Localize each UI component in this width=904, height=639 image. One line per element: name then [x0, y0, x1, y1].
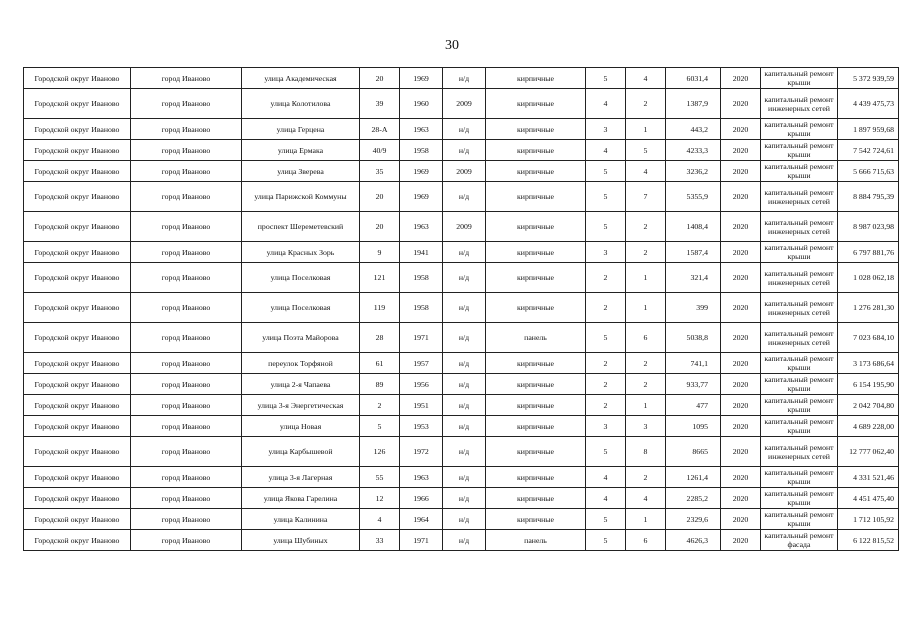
table-row — [24, 182, 899, 212]
cell-wall-material: кирпичные — [486, 353, 586, 374]
cell-house-number: 35 — [360, 161, 400, 182]
cell-floors: 3 — [586, 119, 626, 140]
cell-street: улица Новая — [242, 416, 360, 437]
cell-work-type: капитальный ремонт крыши — [761, 68, 838, 89]
cell-wall-material: кирпичные — [486, 140, 586, 161]
cell-cost: 4 689 228,00 — [838, 416, 899, 437]
cell-build-year: 1941 — [400, 242, 443, 263]
cell-floors: 5 — [586, 212, 626, 242]
cell-municipality: Городской округ Иваново — [24, 509, 131, 530]
cell-work-type: капитальный ремонт инженерных сетей — [761, 182, 838, 212]
cell-house-number: 2 — [360, 395, 400, 416]
cell-wall-material: кирпичные — [486, 293, 586, 323]
cell-plan-year: 2020 — [721, 242, 761, 263]
cell-settlement: город Иваново — [131, 263, 242, 293]
cell-work-type: капитальный ремонт крыши — [761, 509, 838, 530]
cell-wall-material: кирпичные — [486, 182, 586, 212]
cell-last-repair-year: н/д — [443, 437, 486, 467]
cell-street: улица Шубиных — [242, 530, 360, 551]
cell-street: улица Красных Зорь — [242, 242, 360, 263]
cell-wall-material: кирпичные — [486, 212, 586, 242]
cell-house-number: 121 — [360, 263, 400, 293]
cell-settlement: город Иваново — [131, 509, 242, 530]
cell-last-repair-year: н/д — [443, 68, 486, 89]
cell-build-year: 1971 — [400, 530, 443, 551]
cell-municipality: Городской округ Иваново — [24, 293, 131, 323]
cell-entrances: 4 — [626, 68, 666, 89]
cell-area: 4626,3 — [666, 530, 721, 551]
cell-plan-year: 2020 — [721, 161, 761, 182]
cell-last-repair-year: н/д — [443, 509, 486, 530]
cell-cost: 4 439 475,73 — [838, 89, 899, 119]
cell-house-number: 12 — [360, 488, 400, 509]
table-row — [24, 242, 899, 263]
cell-work-type: капитальный ремонт инженерных сетей — [761, 212, 838, 242]
cell-area: 933,77 — [666, 374, 721, 395]
cell-build-year: 1969 — [400, 182, 443, 212]
cell-settlement: город Иваново — [131, 89, 242, 119]
cell-cost: 5 372 939,59 — [838, 68, 899, 89]
cell-wall-material: кирпичные — [486, 416, 586, 437]
cell-cost: 1 712 105,92 — [838, 509, 899, 530]
table-row — [24, 488, 899, 509]
cell-plan-year: 2020 — [721, 488, 761, 509]
cell-settlement: город Иваново — [131, 212, 242, 242]
cell-settlement: город Иваново — [131, 467, 242, 488]
table-row — [24, 323, 899, 353]
cell-last-repair-year: н/д — [443, 530, 486, 551]
table-row — [24, 89, 899, 119]
cell-house-number: 39 — [360, 89, 400, 119]
cell-street: улица 2-я Чапаева — [242, 374, 360, 395]
cell-municipality: Городской округ Иваново — [24, 374, 131, 395]
cell-build-year: 1957 — [400, 353, 443, 374]
cell-settlement: город Иваново — [131, 416, 242, 437]
cell-area: 2329,6 — [666, 509, 721, 530]
cell-build-year: 1972 — [400, 437, 443, 467]
cell-wall-material: кирпичные — [486, 509, 586, 530]
cell-street: улица 3-я Лагерная — [242, 467, 360, 488]
cell-house-number: 5 — [360, 416, 400, 437]
cell-settlement: город Иваново — [131, 437, 242, 467]
cell-floors: 4 — [586, 140, 626, 161]
cell-wall-material: кирпичные — [486, 119, 586, 140]
table-row — [24, 68, 899, 89]
cell-street: проспект Шереметевский — [242, 212, 360, 242]
cell-work-type: капитальный ремонт крыши — [761, 119, 838, 140]
cell-municipality: Городской округ Иваново — [24, 437, 131, 467]
cell-plan-year: 2020 — [721, 509, 761, 530]
cell-entrances: 2 — [626, 242, 666, 263]
table-row — [24, 509, 899, 530]
cell-street: улица Карбышевой — [242, 437, 360, 467]
cell-cost: 5 666 715,63 — [838, 161, 899, 182]
cell-last-repair-year: н/д — [443, 488, 486, 509]
cell-plan-year: 2020 — [721, 140, 761, 161]
cell-entrances: 2 — [626, 89, 666, 119]
cell-build-year: 1966 — [400, 488, 443, 509]
table-row — [24, 374, 899, 395]
cell-entrances: 1 — [626, 263, 666, 293]
cell-plan-year: 2020 — [721, 293, 761, 323]
cell-work-type: капитальный ремонт крыши — [761, 488, 838, 509]
cell-municipality: Городской округ Иваново — [24, 353, 131, 374]
cell-cost: 7 542 724,61 — [838, 140, 899, 161]
cell-area: 741,1 — [666, 353, 721, 374]
page-number: 30 — [445, 38, 459, 53]
cell-wall-material: кирпичные — [486, 467, 586, 488]
cell-wall-material: панель — [486, 323, 586, 353]
cell-settlement: город Иваново — [131, 323, 242, 353]
cell-municipality: Городской округ Иваново — [24, 488, 131, 509]
cell-settlement: город Иваново — [131, 293, 242, 323]
cell-entrances: 7 — [626, 182, 666, 212]
cell-entrances: 3 — [626, 416, 666, 437]
table-row — [24, 263, 899, 293]
cell-area: 1387,9 — [666, 89, 721, 119]
table-row — [24, 530, 899, 551]
cell-settlement: город Иваново — [131, 161, 242, 182]
cell-settlement: город Иваново — [131, 140, 242, 161]
cell-cost: 4 451 475,40 — [838, 488, 899, 509]
cell-work-type: капитальный ремонт инженерных сетей — [761, 263, 838, 293]
housing-repair-table — [23, 67, 899, 551]
cell-street: улица Поселковая — [242, 263, 360, 293]
cell-entrances: 2 — [626, 353, 666, 374]
cell-last-repair-year: н/д — [443, 416, 486, 437]
cell-last-repair-year: н/д — [443, 323, 486, 353]
cell-plan-year: 2020 — [721, 323, 761, 353]
cell-area: 443,2 — [666, 119, 721, 140]
cell-build-year: 1969 — [400, 161, 443, 182]
cell-street: улица Академическая — [242, 68, 360, 89]
cell-entrances: 1 — [626, 119, 666, 140]
cell-house-number: 89 — [360, 374, 400, 395]
cell-cost: 1 276 281,30 — [838, 293, 899, 323]
cell-municipality: Городской округ Иваново — [24, 467, 131, 488]
cell-floors: 5 — [586, 323, 626, 353]
cell-street: улица 3-я Энергетическая — [242, 395, 360, 416]
cell-cost: 12 777 062,40 — [838, 437, 899, 467]
cell-cost: 3 173 686,64 — [838, 353, 899, 374]
cell-plan-year: 2020 — [721, 212, 761, 242]
cell-entrances: 2 — [626, 374, 666, 395]
cell-municipality: Городской округ Иваново — [24, 212, 131, 242]
cell-house-number: 61 — [360, 353, 400, 374]
cell-area: 2285,2 — [666, 488, 721, 509]
cell-plan-year: 2020 — [721, 263, 761, 293]
table-row — [24, 395, 899, 416]
cell-municipality: Городской округ Иваново — [24, 89, 131, 119]
cell-entrances: 4 — [626, 161, 666, 182]
cell-plan-year: 2020 — [721, 437, 761, 467]
cell-settlement: город Иваново — [131, 119, 242, 140]
cell-house-number: 55 — [360, 467, 400, 488]
cell-floors: 3 — [586, 242, 626, 263]
cell-cost: 6 154 195,90 — [838, 374, 899, 395]
cell-work-type: капитальный ремонт крыши — [761, 161, 838, 182]
cell-entrances: 8 — [626, 437, 666, 467]
cell-wall-material: кирпичные — [486, 161, 586, 182]
cell-work-type: капитальный ремонт крыши — [761, 353, 838, 374]
cell-cost: 7 023 684,10 — [838, 323, 899, 353]
cell-entrances: 1 — [626, 395, 666, 416]
cell-build-year: 1956 — [400, 374, 443, 395]
cell-floors: 2 — [586, 263, 626, 293]
cell-plan-year: 2020 — [721, 530, 761, 551]
cell-floors: 4 — [586, 488, 626, 509]
table-body — [24, 68, 899, 551]
cell-municipality: Городской округ Иваново — [24, 395, 131, 416]
cell-house-number: 9 — [360, 242, 400, 263]
cell-plan-year: 2020 — [721, 89, 761, 119]
cell-build-year: 1958 — [400, 263, 443, 293]
cell-build-year: 1958 — [400, 293, 443, 323]
cell-municipality: Городской округ Иваново — [24, 263, 131, 293]
cell-house-number: 33 — [360, 530, 400, 551]
cell-floors: 2 — [586, 293, 626, 323]
cell-house-number: 40/9 — [360, 140, 400, 161]
cell-wall-material: кирпичные — [486, 395, 586, 416]
cell-settlement: город Иваново — [131, 374, 242, 395]
cell-area: 399 — [666, 293, 721, 323]
cell-plan-year: 2020 — [721, 374, 761, 395]
cell-last-repair-year: н/д — [443, 395, 486, 416]
cell-house-number: 20 — [360, 212, 400, 242]
cell-street: улица Поэта Майорова — [242, 323, 360, 353]
cell-entrances: 1 — [626, 509, 666, 530]
table-row — [24, 161, 899, 182]
cell-street: улица Герцена — [242, 119, 360, 140]
cell-settlement: город Иваново — [131, 530, 242, 551]
cell-house-number: 28-А — [360, 119, 400, 140]
cell-last-repair-year: н/д — [443, 467, 486, 488]
cell-work-type: капитальный ремонт крыши — [761, 467, 838, 488]
cell-area: 1095 — [666, 416, 721, 437]
cell-entrances: 2 — [626, 467, 666, 488]
cell-floors: 5 — [586, 509, 626, 530]
cell-entrances: 6 — [626, 323, 666, 353]
cell-wall-material: кирпичные — [486, 437, 586, 467]
cell-municipality: Городской округ Иваново — [24, 68, 131, 89]
cell-last-repair-year: 2009 — [443, 212, 486, 242]
cell-house-number: 20 — [360, 68, 400, 89]
cell-wall-material: кирпичные — [486, 68, 586, 89]
cell-plan-year: 2020 — [721, 68, 761, 89]
cell-municipality: Городской округ Иваново — [24, 161, 131, 182]
cell-build-year: 1951 — [400, 395, 443, 416]
cell-build-year: 1963 — [400, 467, 443, 488]
cell-last-repair-year: н/д — [443, 353, 486, 374]
cell-area: 6031,4 — [666, 68, 721, 89]
table-row — [24, 212, 899, 242]
cell-work-type: капитальный ремонт фасада — [761, 530, 838, 551]
cell-entrances: 4 — [626, 488, 666, 509]
cell-settlement: город Иваново — [131, 68, 242, 89]
cell-street: улица Якова Гарелина — [242, 488, 360, 509]
cell-build-year: 1953 — [400, 416, 443, 437]
cell-area: 1261,4 — [666, 467, 721, 488]
cell-build-year: 1971 — [400, 323, 443, 353]
cell-cost: 6 797 881,76 — [838, 242, 899, 263]
cell-street: переулок Торфяной — [242, 353, 360, 374]
cell-area: 5038,8 — [666, 323, 721, 353]
cell-work-type: капитальный ремонт инженерных сетей — [761, 89, 838, 119]
cell-street: улица Колотилова — [242, 89, 360, 119]
cell-area: 4233,3 — [666, 140, 721, 161]
cell-wall-material: кирпичные — [486, 263, 586, 293]
cell-build-year: 1963 — [400, 212, 443, 242]
cell-build-year: 1958 — [400, 140, 443, 161]
cell-house-number: 20 — [360, 182, 400, 212]
cell-work-type: капитальный ремонт крыши — [761, 416, 838, 437]
cell-house-number: 28 — [360, 323, 400, 353]
cell-work-type: капитальный ремонт инженерных сетей — [761, 323, 838, 353]
cell-cost: 2 042 704,80 — [838, 395, 899, 416]
cell-floors: 5 — [586, 182, 626, 212]
cell-build-year: 1969 — [400, 68, 443, 89]
cell-municipality: Городской округ Иваново — [24, 119, 131, 140]
cell-floors: 5 — [586, 530, 626, 551]
cell-municipality: Городской округ Иваново — [24, 182, 131, 212]
cell-floors: 3 — [586, 416, 626, 437]
cell-floors: 4 — [586, 467, 626, 488]
cell-house-number: 119 — [360, 293, 400, 323]
cell-work-type: капитальный ремонт инженерных сетей — [761, 437, 838, 467]
cell-plan-year: 2020 — [721, 353, 761, 374]
cell-wall-material: панель — [486, 530, 586, 551]
cell-area: 5355,9 — [666, 182, 721, 212]
cell-cost: 1 028 062,18 — [838, 263, 899, 293]
table-row — [24, 119, 899, 140]
table-row — [24, 293, 899, 323]
cell-area: 321,4 — [666, 263, 721, 293]
cell-area: 477 — [666, 395, 721, 416]
cell-street: улица Калинина — [242, 509, 360, 530]
cell-cost: 1 897 959,68 — [838, 119, 899, 140]
cell-work-type: капитальный ремонт крыши — [761, 395, 838, 416]
cell-last-repair-year: н/д — [443, 374, 486, 395]
cell-street: улица Ермака — [242, 140, 360, 161]
cell-wall-material: кирпичные — [486, 242, 586, 263]
cell-cost: 6 122 815,52 — [838, 530, 899, 551]
cell-entrances: 1 — [626, 293, 666, 323]
cell-floors: 5 — [586, 68, 626, 89]
cell-last-repair-year: н/д — [443, 140, 486, 161]
cell-plan-year: 2020 — [721, 416, 761, 437]
cell-plan-year: 2020 — [721, 395, 761, 416]
cell-municipality: Городской округ Иваново — [24, 242, 131, 263]
cell-area: 3236,2 — [666, 161, 721, 182]
cell-floors: 4 — [586, 89, 626, 119]
cell-settlement: город Иваново — [131, 488, 242, 509]
cell-floors: 5 — [586, 437, 626, 467]
cell-settlement: город Иваново — [131, 353, 242, 374]
cell-municipality: Городской округ Иваново — [24, 416, 131, 437]
cell-entrances: 6 — [626, 530, 666, 551]
cell-municipality: Городской округ Иваново — [24, 530, 131, 551]
cell-wall-material: кирпичные — [486, 488, 586, 509]
cell-area: 1408,4 — [666, 212, 721, 242]
cell-last-repair-year: н/д — [443, 263, 486, 293]
cell-floors: 2 — [586, 353, 626, 374]
cell-last-repair-year: н/д — [443, 119, 486, 140]
table-row — [24, 353, 899, 374]
cell-entrances: 5 — [626, 140, 666, 161]
cell-wall-material: кирпичные — [486, 89, 586, 119]
cell-street: улица Парижской Коммуны — [242, 182, 360, 212]
cell-work-type: капитальный ремонт крыши — [761, 374, 838, 395]
cell-street: улица Зверева — [242, 161, 360, 182]
cell-last-repair-year: 2009 — [443, 161, 486, 182]
table-row — [24, 140, 899, 161]
cell-settlement: город Иваново — [131, 242, 242, 263]
cell-area: 1587,4 — [666, 242, 721, 263]
cell-cost: 8 987 023,98 — [838, 212, 899, 242]
cell-municipality: Городской округ Иваново — [24, 323, 131, 353]
cell-entrances: 2 — [626, 212, 666, 242]
cell-area: 8665 — [666, 437, 721, 467]
cell-plan-year: 2020 — [721, 467, 761, 488]
cell-build-year: 1963 — [400, 119, 443, 140]
cell-floors: 2 — [586, 395, 626, 416]
cell-cost: 4 331 521,46 — [838, 467, 899, 488]
cell-work-type: капитальный ремонт инженерных сетей — [761, 293, 838, 323]
cell-municipality: Городской округ Иваново — [24, 140, 131, 161]
cell-house-number: 4 — [360, 509, 400, 530]
cell-build-year: 1960 — [400, 89, 443, 119]
cell-floors: 5 — [586, 161, 626, 182]
cell-work-type: капитальный ремонт крыши — [761, 242, 838, 263]
cell-last-repair-year: н/д — [443, 182, 486, 212]
cell-last-repair-year: 2009 — [443, 89, 486, 119]
cell-last-repair-year: н/д — [443, 242, 486, 263]
cell-settlement: город Иваново — [131, 182, 242, 212]
cell-wall-material: кирпичные — [486, 374, 586, 395]
table-row — [24, 416, 899, 437]
cell-floors: 2 — [586, 374, 626, 395]
cell-plan-year: 2020 — [721, 119, 761, 140]
cell-house-number: 126 — [360, 437, 400, 467]
table-row — [24, 467, 899, 488]
cell-cost: 8 884 795,39 — [838, 182, 899, 212]
table-row — [24, 437, 899, 467]
cell-plan-year: 2020 — [721, 182, 761, 212]
cell-last-repair-year: н/д — [443, 293, 486, 323]
cell-settlement: город Иваново — [131, 395, 242, 416]
cell-street: улица Поселковая — [242, 293, 360, 323]
cell-build-year: 1964 — [400, 509, 443, 530]
cell-work-type: капитальный ремонт крыши — [761, 140, 838, 161]
